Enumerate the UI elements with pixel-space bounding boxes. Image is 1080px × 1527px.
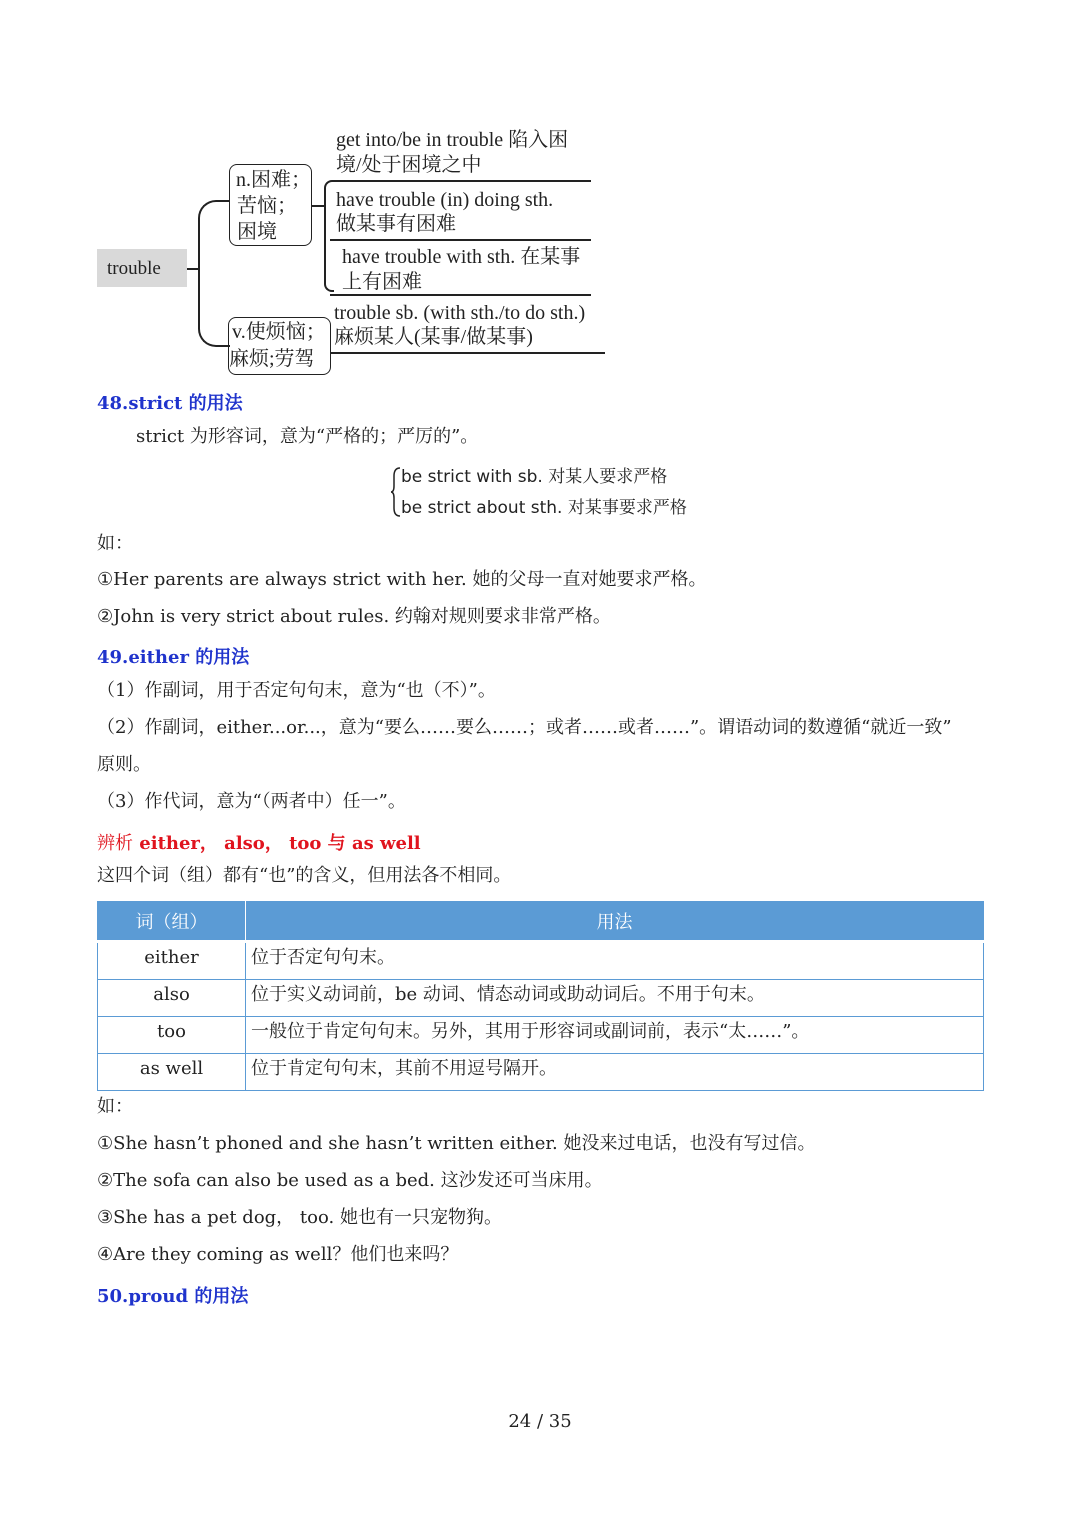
mindmap-phrase: trouble sb. (with sth./to do sth.) — [334, 302, 586, 324]
table-cell-word: also — [98, 980, 246, 1017]
analysis-intro: 这四个词（组）都有“也”的含义，但用法各不相同。 — [97, 865, 512, 886]
mindmap-underline — [331, 352, 605, 354]
example-sentence: ②John is very strict about rules. 约翰对规则要求非常严格。 — [97, 606, 611, 627]
table-cell-word: too — [98, 1017, 246, 1054]
mindmap-noun-line: 苦恼； — [237, 195, 297, 217]
mindmap-underline — [333, 180, 591, 182]
table-cell-usage: 位于否定句句末。 — [246, 942, 984, 980]
table-cell-usage: 一般位于肯定句句末。另外，其用于形容词或副词前，表示“太……”。 — [246, 1017, 984, 1054]
table-cell-word: either — [98, 942, 246, 980]
mindmap-verb-line: v.使烦恼； — [232, 321, 326, 343]
example-sentence: ③She has a pet dog， too. 她也有一只宠物狗。 — [97, 1207, 502, 1228]
example-sentence: ④Are they coming as well？他们也来吗？ — [97, 1244, 459, 1265]
usage-point: 原则。 — [97, 754, 151, 775]
table-row — [98, 1017, 984, 1054]
mindmap-phrase: get into/be in trouble 陷入困 — [336, 129, 569, 151]
page-number: 24 / 35 — [508, 1411, 572, 1432]
table-header: 用法 — [246, 902, 984, 942]
table-cell-usage: 位于肯定句句末，其前不用逗号隔开。 — [246, 1054, 984, 1091]
mindmap-sub-bracket — [324, 180, 334, 292]
mindmap-noun-line: 困境 — [237, 221, 277, 243]
analysis-heading — [97, 829, 421, 855]
mindmap-phrase: 上有困难 — [342, 271, 422, 293]
table-cell-word: as well — [98, 1054, 246, 1091]
mindmap-branch-lower — [198, 267, 230, 347]
section-48-heading: 48.strict 的用法 — [97, 393, 243, 414]
mindmap-phrase: 麻烦某人(某事/做某事) — [334, 326, 533, 348]
usage-table — [97, 901, 984, 1091]
section-49-heading: 49.either 的用法 — [97, 647, 250, 668]
mindmap-underline — [330, 294, 591, 296]
mindmap-root-label: trouble — [107, 258, 161, 279]
usage-point: （3）作代词，意为“（两者中）任一”。 — [97, 791, 406, 812]
table-header-row — [98, 902, 984, 942]
table-row — [98, 942, 984, 980]
usage-point: （1）作副词，用于否定句句末，意为“也（不）”。 — [97, 680, 496, 701]
mindmap-underline — [330, 239, 591, 241]
example-sentence: ①Her parents are always strict with her. 她的父母一直对她要求严格。 — [97, 569, 707, 590]
mindmap-phrase: have trouble (in) doing sth. — [336, 189, 554, 211]
mindmap-branch-upper — [198, 200, 230, 269]
usage-point: （2）作副词，either...or...，意为“要么……要么……；或者……或者……”。谓语动词的数遵循“就近一致” — [97, 717, 952, 738]
analysis-words: either， also， too 与 as well — [139, 833, 421, 854]
mindmap-verb-line: 麻烦;劳驾 — [229, 348, 315, 370]
table-row — [98, 1054, 984, 1091]
mindmap-noun-line: n.困难； — [236, 169, 311, 191]
section-50-heading: 50.proud 的用法 — [97, 1286, 249, 1307]
table-cell-usage: 位于实义动词前，be 动词、情态动词或助动词后。不用于句末。 — [246, 980, 984, 1017]
section-48-description: strict 为形容词，意为“严格的；严厉的”。 — [136, 426, 479, 447]
analysis-label: 辨析 — [97, 833, 133, 854]
mindmap-phrase: 做某事有困难 — [336, 213, 456, 235]
example-sentence: ②The sofa can also be used as a bed. 这沙发还可当床用。 — [97, 1170, 603, 1191]
brace-item: be strict about sth. 对某事要求严格 — [401, 498, 687, 518]
brace-item: be strict with sb. 对某人要求严格 — [401, 467, 668, 487]
example-sentence: ①She hasn’t phoned and she hasn’t written either. 她没来过电话，也没有写过信。 — [97, 1133, 816, 1154]
mindmap-phrase: 境/处于困境之中 — [336, 154, 482, 176]
example-label: 如： — [97, 533, 133, 554]
table-row — [98, 980, 984, 1017]
table-header: 词（组） — [98, 902, 246, 942]
mindmap-phrase: have trouble with sth. 在某事 — [342, 246, 581, 268]
example-label: 如： — [97, 1096, 133, 1117]
